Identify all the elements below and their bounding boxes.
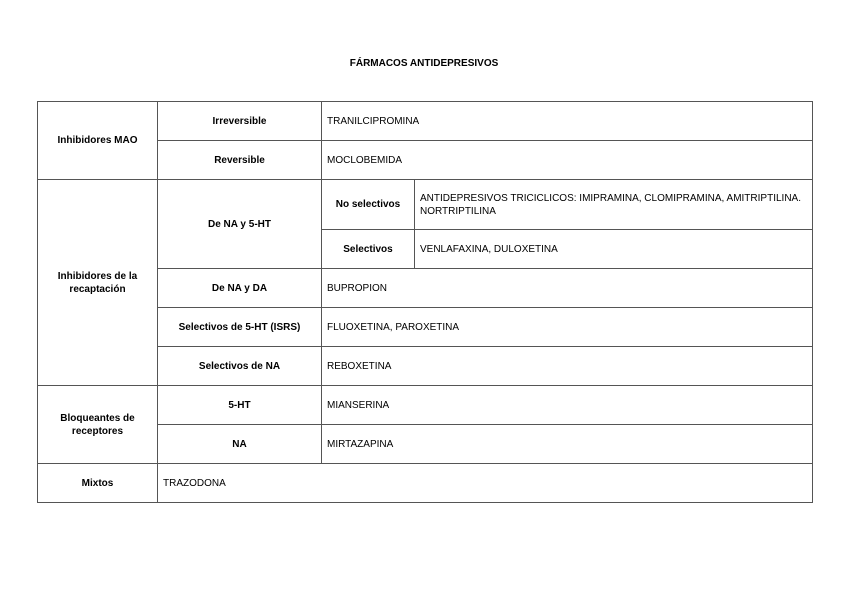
table-row	[38, 180, 813, 230]
drug-mianserina: MIANSERINA	[322, 386, 813, 425]
drug-venlafaxina-duloxetina: VENLAFAXINA, DULOXETINA	[415, 230, 813, 269]
category-mixed: Mixtos	[38, 464, 158, 503]
drug-moclobemida: MOCLOBEMIDA	[322, 141, 813, 180]
document-title: FÁRMACOS ANTIDEPRESIVOS	[349, 58, 499, 69]
table-row	[38, 102, 813, 141]
drug-reboxetina: REBOXETINA	[322, 347, 813, 386]
subcategory-ssri: Selectivos de 5-HT (ISRS)	[158, 308, 322, 347]
subcategory-na: NA	[158, 425, 322, 464]
drug-bupropion: BUPROPION	[322, 269, 813, 308]
subcategory-non-selective: No selectivos	[322, 180, 415, 230]
category-receptor-blockers: Bloqueantes de receptores	[38, 386, 158, 464]
subcategory-na-5ht: De NA y 5-HT	[158, 180, 322, 269]
subcategory-5ht: 5-HT	[158, 386, 322, 425]
drug-trazodona: TRAZODONA	[158, 464, 813, 503]
drug-fluoxetina-paroxetina: FLUOXETINA, PAROXETINA	[322, 308, 813, 347]
subcategory-na-da: De NA y DA	[158, 269, 322, 308]
drug-tricyclics: ANTIDEPRESIVOS TRICICLICOS: IMIPRAMINA, CLOMIPRAMINA, AMITRIPTILINA. NORTRIPTILINA	[415, 180, 813, 230]
category-reuptake-inhibitors: Inhibidores de la recaptación	[38, 180, 158, 386]
table-row	[38, 464, 813, 503]
subcategory-nri: Selectivos de NA	[158, 347, 322, 386]
subcategory-irreversible: Irreversible	[158, 102, 322, 141]
drug-tranilcipromina: TRANILCIPROMINA	[322, 102, 813, 141]
subcategory-selective: Selectivos	[322, 230, 415, 269]
table-row	[38, 386, 813, 425]
antidepressants-table	[37, 101, 813, 503]
subcategory-reversible: Reversible	[158, 141, 322, 180]
drug-mirtazapina: MIRTAZAPINA	[322, 425, 813, 464]
category-mao: Inhibidores MAO	[38, 102, 158, 180]
